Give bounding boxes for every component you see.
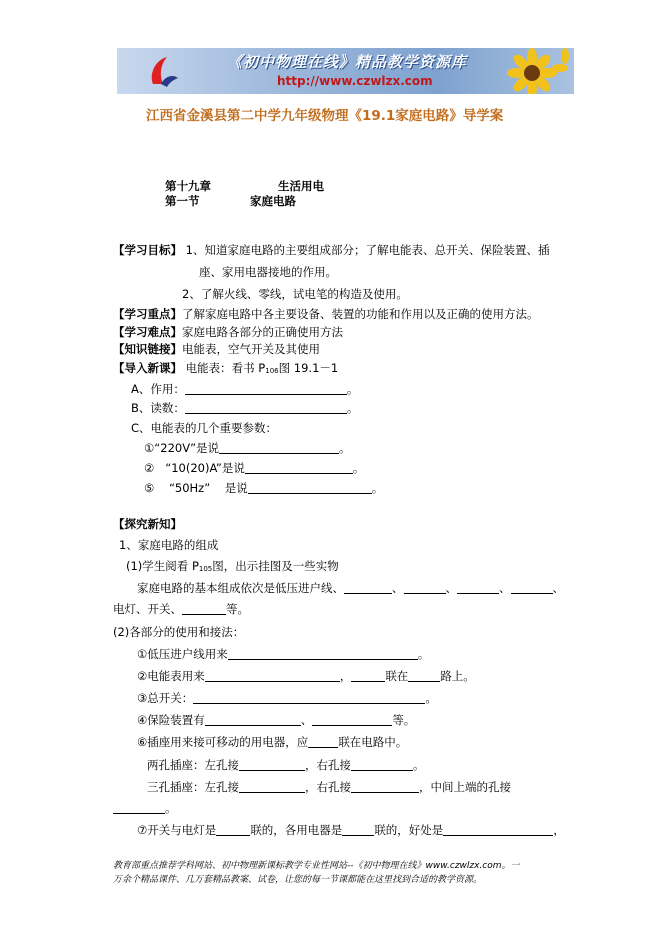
blank-line[interactable]	[342, 822, 374, 836]
blank-line[interactable]	[193, 690, 425, 704]
blank-line[interactable]	[205, 712, 301, 726]
composition-line: 家庭电路的基本组成依次是低压进户线、 、 、 、 、	[137, 581, 564, 595]
item-main-switch: ③总开关： 。	[137, 691, 437, 705]
item-switch-lamp: ⑦开关与电灯是 联的，各用电器是 联的，好处是 ，	[137, 823, 565, 837]
knowledge-link	[113, 341, 320, 357]
blank-line[interactable]	[404, 580, 446, 594]
chapter-title: 生活用电	[278, 179, 324, 193]
blank-line[interactable]	[205, 668, 340, 682]
blank-line[interactable]	[351, 779, 419, 793]
key-label: 【学习重点】	[113, 307, 182, 321]
footer-line-1: 教育部重点推荐学科网站、初中物理新课标教学专业性网站--《初中物理在线》www.czwlzx.com。一	[113, 861, 520, 871]
blank-line[interactable]	[443, 822, 553, 836]
section-title: 家庭电路	[250, 194, 296, 208]
blank-line[interactable]	[351, 757, 413, 771]
chapter-number: 第十九章	[165, 179, 211, 193]
difficulties	[113, 324, 343, 340]
blank-line[interactable]	[239, 757, 305, 771]
blank-line[interactable]	[344, 580, 392, 594]
composition-line-2: 电灯、开关、 等。	[113, 602, 249, 616]
goals-line-2: 2、了解火线、零线，试电笔的构造及使用。	[182, 287, 408, 301]
meter-params: C、电能表的几个重要参数：	[131, 421, 278, 435]
blank-line[interactable]	[351, 668, 385, 682]
two-hole-socket: 两孔插座：左孔接 ，右孔接 。	[147, 758, 425, 772]
blank-line[interactable]	[408, 668, 440, 682]
intro-text: 电能表：看书 $P_{106}$图 19.1－1	[185, 361, 339, 375]
explore-label: 【探究新知】	[113, 517, 182, 531]
meter-function: A、作用： 。	[131, 382, 359, 396]
param-220v: ①“220V”是说 。	[144, 441, 351, 455]
logo-icon	[147, 54, 181, 88]
three-hole-cont: 。	[113, 800, 177, 816]
param-current: ② “10(20)A”是说 。	[144, 461, 365, 475]
three-hole-socket: 三孔插座：左孔接 ，右孔接 ，中间上端的孔接	[147, 780, 511, 794]
header-banner	[117, 48, 574, 94]
composition-heading: 1、家庭电路的组成	[119, 538, 219, 552]
sunflower-icon	[470, 48, 570, 94]
item-service-line: ①低压进户线用来 。	[137, 647, 430, 661]
blank-line[interactable]	[308, 734, 338, 748]
page-title: 江西省金溪县第二中学九年级物理《19.1家庭电路》导学案	[146, 108, 504, 124]
blank-line[interactable]	[185, 381, 347, 395]
blank-line[interactable]	[182, 601, 226, 615]
blank-line[interactable]	[457, 580, 499, 594]
blank-line[interactable]	[228, 646, 418, 660]
blank-line[interactable]	[245, 460, 353, 474]
blank-line[interactable]	[113, 800, 165, 814]
link-text: 电能表，空气开关及其使用	[182, 342, 320, 356]
blank-line[interactable]	[312, 712, 392, 726]
reading-task: (1)学生阅看 $P_{105}$图，出示挂图及一些实物	[126, 559, 339, 573]
blank-line[interactable]	[511, 580, 553, 594]
item-socket: ⑥插座用来接可移动的用电器，应 联在电路中。	[137, 735, 408, 749]
goals-line-1: 1、知道家庭电路的主要组成部分；了解电能表、总开关、保险装置、插	[185, 243, 550, 257]
goals-line-1b: 座、家用电器接地的作用。	[199, 265, 337, 279]
banner-url[interactable]: http://www.czwlzx.com	[277, 74, 433, 88]
meter-reading: B、读数： 。	[131, 401, 359, 415]
blank-line[interactable]	[248, 480, 372, 494]
blank-line[interactable]	[219, 440, 339, 454]
banner-title: 《初中物理在线》精品教学资源库	[227, 53, 468, 71]
blank-line[interactable]	[239, 779, 305, 793]
section-number: 第一节	[165, 194, 200, 208]
item-meter: ②电能表用来 ， 联在 路上。	[137, 669, 475, 683]
key-text: 了解家庭电路中各主要设备、装置的功能和作用以及正确的使用方法。	[182, 307, 539, 321]
item-fuse: ④保险装置有 、 等。	[137, 713, 416, 727]
learning-goals	[113, 242, 549, 258]
usage-heading: (2)各部分的使用和接法：	[113, 625, 245, 639]
diff-label: 【学习难点】	[113, 325, 182, 339]
link-label: 【知识链接】	[113, 342, 182, 356]
footer-line-2: 万余个精品课件、几万套精品教案、试卷，让您的每一节课都能在这里找到合适的教学资源。	[113, 875, 483, 885]
intro-label: 【导入新课】	[113, 361, 182, 375]
blank-line[interactable]	[185, 400, 347, 414]
intro	[113, 360, 338, 376]
param-frequency: ⑤ “50Hz” 是说 。	[144, 481, 384, 495]
key-points	[113, 306, 539, 322]
blank-line[interactable]	[216, 822, 250, 836]
goals-label: 【学习目标】	[113, 243, 182, 257]
diff-text: 家庭电路各部分的正确使用方法	[182, 325, 343, 339]
